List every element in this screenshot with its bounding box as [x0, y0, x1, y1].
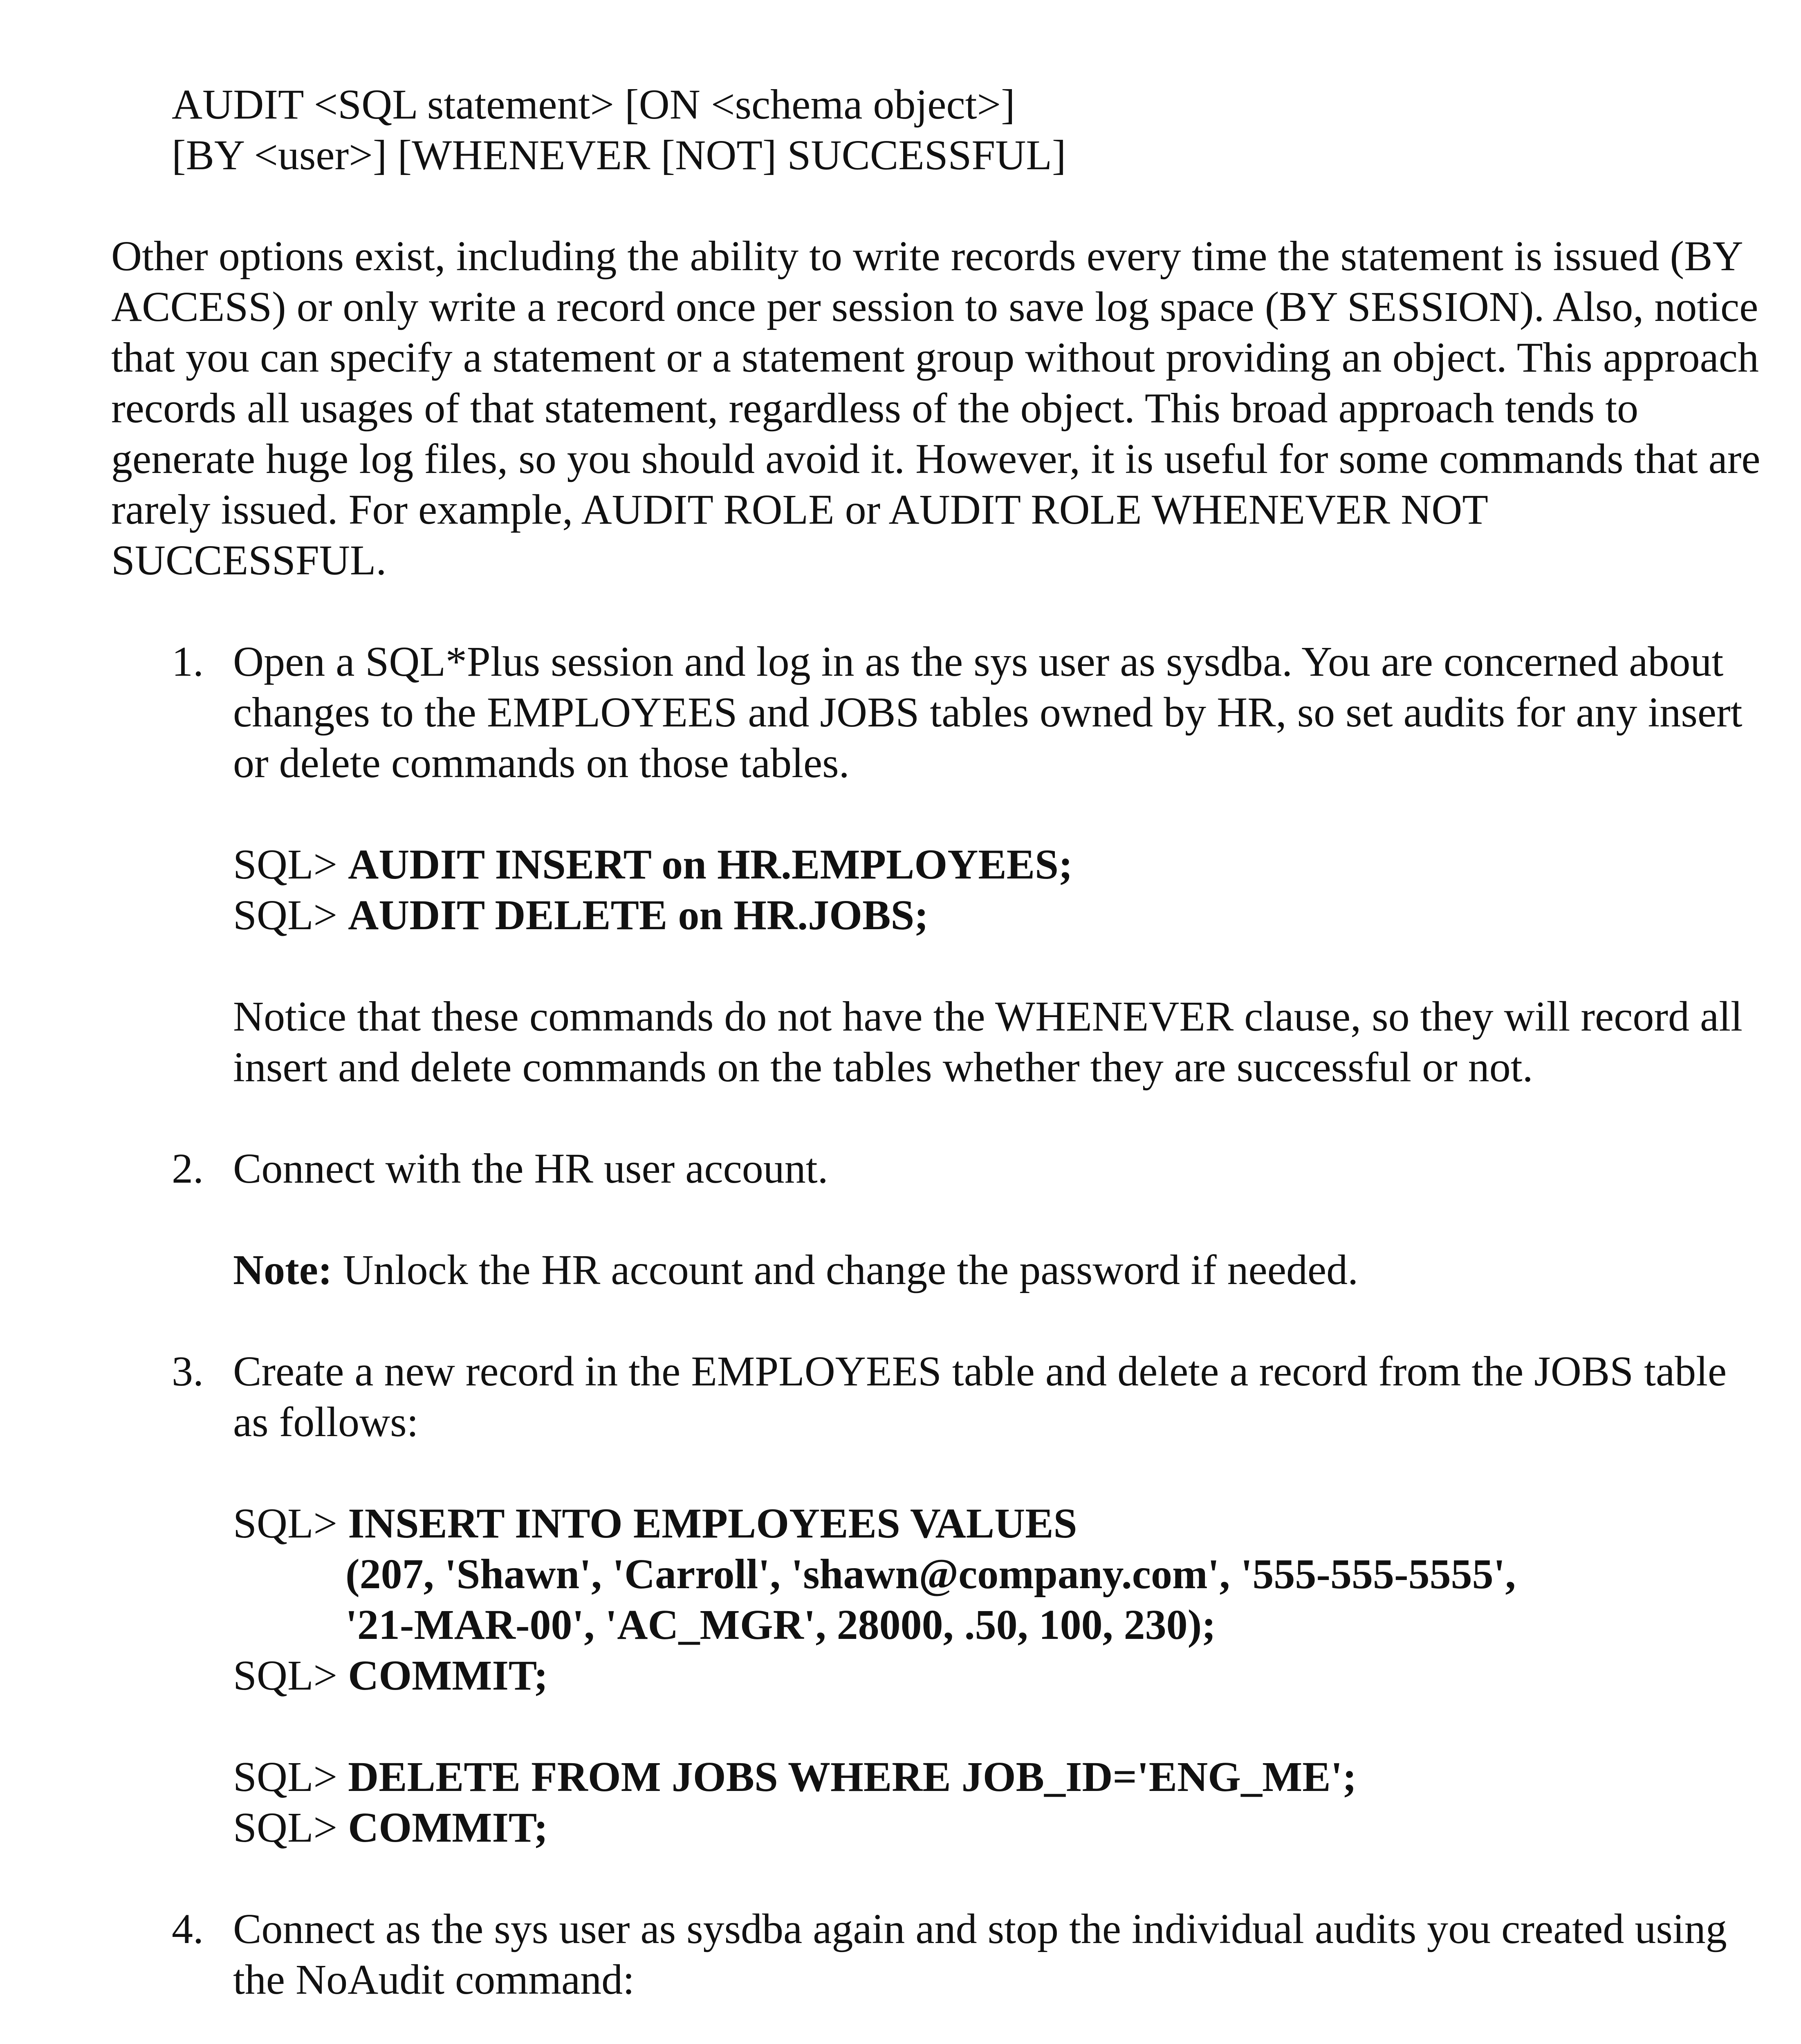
step-text-line: or delete commands on those tables. — [233, 740, 850, 787]
sql-command-line — [233, 1650, 548, 1701]
step-number: 1. — [172, 638, 204, 685]
step-text-line: Create a new record in the EMPLOYEES table and delete a record from the JOBS table — [233, 1348, 1727, 1395]
sql-prompt: SQL> — [233, 1500, 338, 1547]
step-text-line: as follows: — [233, 1399, 419, 1446]
sql-command-line — [233, 1752, 1357, 1802]
step-text-line: changes to the EMPLOYEES and JOBS tables owned by HR, so set audits for any insert — [233, 689, 1743, 736]
sql-command-line — [233, 839, 1073, 890]
sql-prompt: SQL> — [233, 1652, 338, 1699]
paragraph-line: generate huge log files, so you should avoid it. However, it is useful for some commands that are — [111, 435, 1761, 482]
sql-prompt: SQL> — [233, 1753, 338, 1800]
step-number: 2. — [172, 1145, 204, 1192]
sql-command: INSERT INTO EMPLOYEES VALUES — [348, 1500, 1077, 1547]
note-text: Unlock the HR account and change the password if needed. — [343, 1246, 1359, 1293]
sql-values-line: '21-MAR-00', 'AC_MGR', 28000, .50, 100, 230); — [345, 1601, 1216, 1648]
paragraph-line: Other options exist, including the ability to write records every time the statement is issued (BY — [111, 233, 1743, 280]
step-text-line: Connect as the sys user as sysdba again and stop the individual audits you created using — [233, 1905, 1727, 1952]
sql-command: COMMIT; — [348, 1652, 548, 1699]
sql-prompt: SQL> — [233, 892, 338, 939]
paragraph-line: rarely issued. For example, AUDIT ROLE or AUDIT ROLE WHENEVER NOT — [111, 486, 1488, 533]
syntax-line: AUDIT <SQL statement> [ON <schema object>] — [172, 81, 1015, 128]
notice-line: Notice that these commands do not have the WHENEVER clause, so they will record all — [233, 993, 1743, 1040]
paragraph-line: that you can specify a statement or a statement group without providing an object. This approach — [111, 334, 1759, 381]
step-number: 3. — [172, 1348, 204, 1395]
sql-prompt: SQL> — [233, 841, 338, 888]
step-text-line: Connect with the HR user account. — [233, 1145, 828, 1192]
sql-command: DELETE FROM JOBS WHERE JOB_ID='ENG_ME'; — [348, 1753, 1357, 1800]
step-number: 4. — [172, 1905, 204, 1952]
sql-command-line — [233, 890, 929, 941]
sql-command: AUDIT INSERT on HR.EMPLOYEES; — [348, 841, 1073, 888]
notice-line: insert and delete commands on the tables whether they are successful or not. — [233, 1044, 1533, 1091]
paragraph-line: ACCESS) or only write a record once per session to save log space (BY SESSION). Also, notice — [111, 283, 1758, 330]
paragraph-line: SUCCESSFUL. — [111, 537, 387, 584]
sql-command: AUDIT DELETE on HR.JOBS; — [348, 892, 929, 939]
note-label: Note: — [233, 1246, 332, 1293]
paragraph-line: records all usages of that statement, regardless of the object. This broad approach tends to — [111, 385, 1639, 432]
sql-prompt: SQL> — [233, 1804, 338, 1851]
sql-values-line: (207, 'Shawn', 'Carroll', 'shawn@company.com', '555-555-5555', — [345, 1551, 1516, 1598]
sql-command: COMMIT; — [348, 1804, 548, 1851]
sql-command-line — [233, 1802, 548, 1853]
note-line — [233, 1245, 1358, 1295]
syntax-line: [BY <user>] [WHENEVER [NOT] SUCCESSFUL] — [172, 132, 1066, 179]
sql-command-line — [233, 1498, 1077, 1549]
step-text-line: Open a SQL*Plus session and log in as the sys user as sysdba. You are concerned about — [233, 638, 1724, 685]
step-text-line: the NoAudit command: — [233, 1956, 635, 2003]
